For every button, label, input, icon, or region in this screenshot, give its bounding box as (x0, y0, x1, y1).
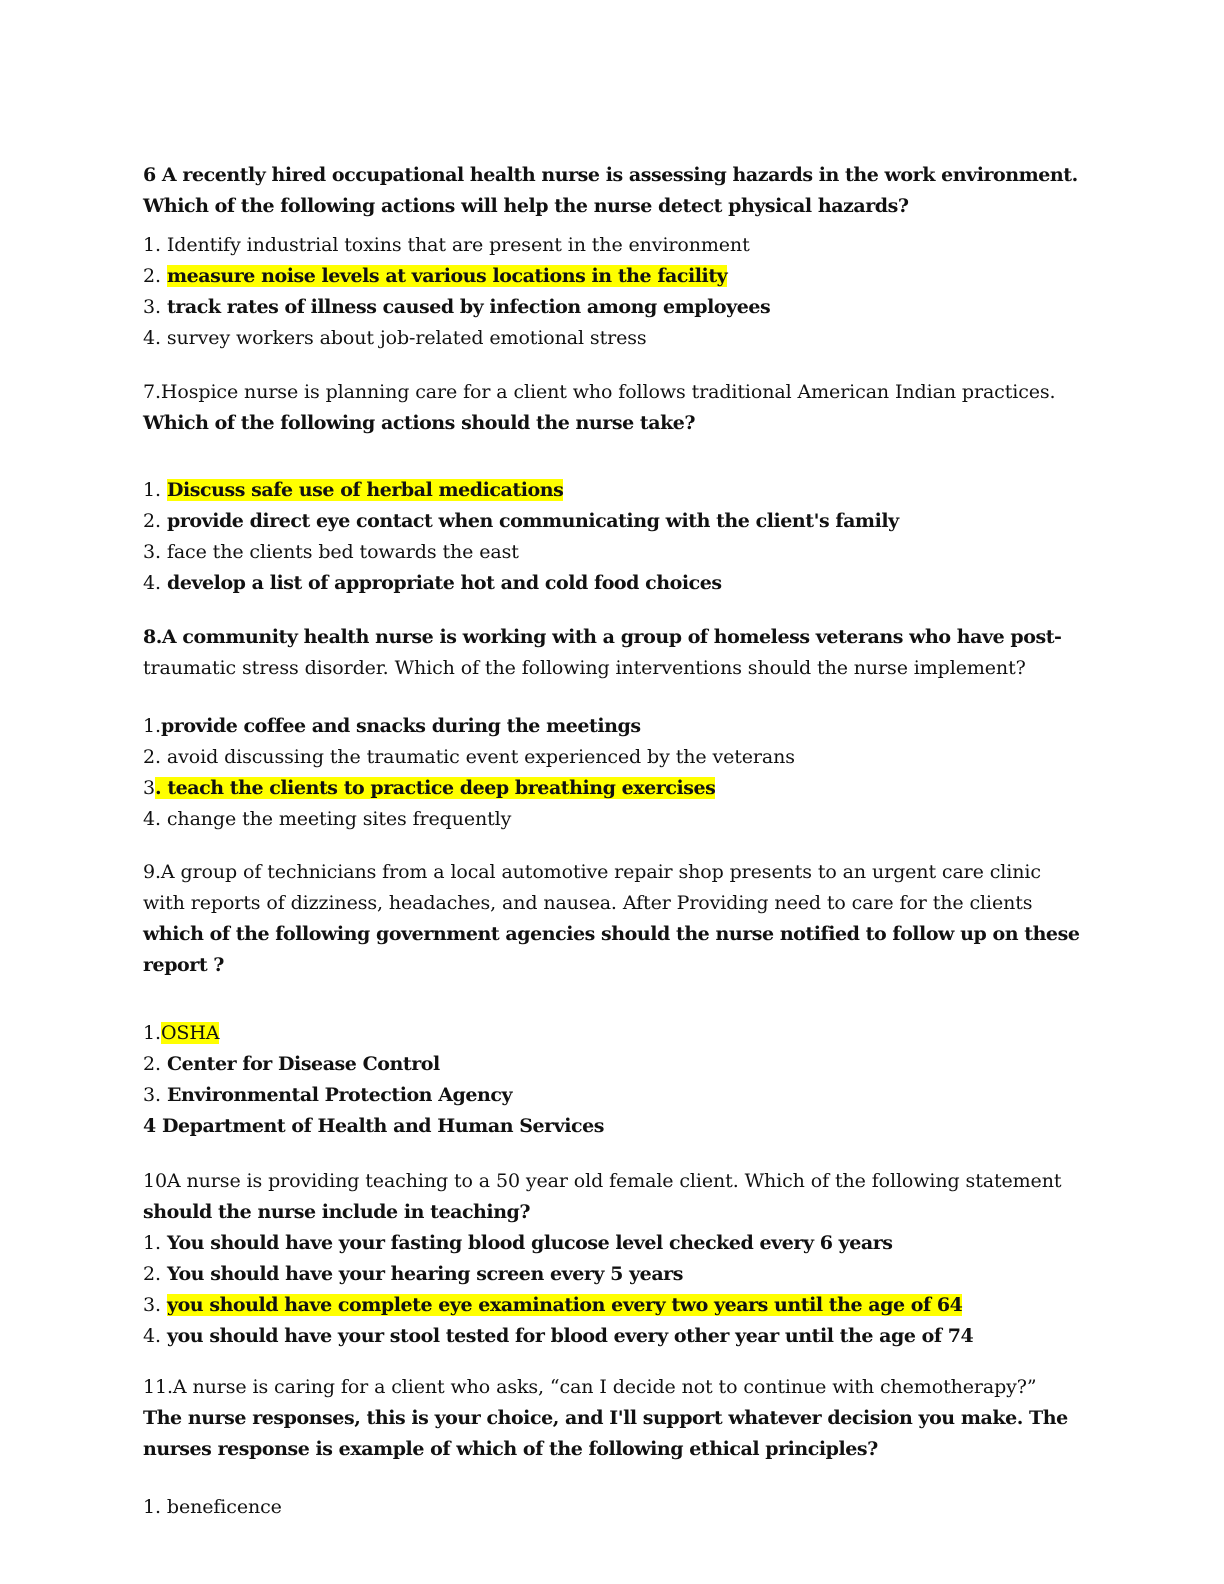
question-10-stem-line-1: 10A nurse is providing teaching to a 50 year old female client. Which of the following statement (143, 1170, 1062, 1192)
question-11-stem-line-3: nurses response is example of which of the following ethical principles? (143, 1438, 878, 1460)
question-11-option-1 (143, 1492, 282, 1523)
option-number: 2. (143, 1263, 161, 1285)
option-number: 2. (143, 746, 161, 768)
option-text-highlighted: OSHA (160, 1022, 220, 1044)
question-9-stem-line-3: which of the following government agencies should the nurse notified to follow up on these (143, 923, 1080, 945)
question-7-option-1 (143, 475, 899, 506)
question-9-stem-line-4: report ? (143, 954, 224, 976)
option-text: Department of Health and Human Services (161, 1115, 605, 1137)
option-number: 2. (143, 1053, 161, 1075)
option-number: 1. (143, 479, 161, 501)
question-10-option-2 (143, 1259, 1061, 1290)
option-text: provide direct eye contact when communicating with the client's family (166, 510, 899, 532)
question-7-option-3 (143, 537, 899, 568)
option-number: 4. (143, 572, 161, 594)
question-8-option-1 (143, 711, 795, 742)
option-text: You should have your fasting blood glucose level checked every 6 years (166, 1232, 893, 1254)
question-10-option-4 (143, 1321, 1061, 1352)
question-9-option-2 (143, 1049, 604, 1080)
option-number: 1. (143, 1022, 161, 1044)
question-8-option-2 (143, 742, 795, 773)
question-6-stem-line-1: 6 A recently hired occupational health nurse is assessing hazards in the work environment. (143, 164, 1078, 186)
question-8-stem-line-2: traumatic stress disorder. Which of the following interventions should the nurse implement? (143, 657, 1026, 679)
option-text: avoid discussing the traumatic event experienced by the veterans (166, 746, 795, 768)
option-number: 4. (143, 327, 161, 349)
question-7-stem-line-2: Which of the following actions should the nurse take? (143, 412, 696, 434)
question-11-stem-line-1: 11.A nurse is caring for a client who asks, “can I decide not to continue with chemotherapy?” (143, 1376, 1037, 1398)
question-7-option-4 (143, 568, 899, 599)
question-7-options (143, 475, 899, 599)
option-number: 1. (143, 234, 161, 256)
question-9 (143, 857, 1079, 981)
option-number: 3. (143, 296, 161, 318)
question-7 (143, 377, 1056, 439)
option-text: Identify industrial toxins that are present in the environment (166, 234, 750, 256)
question-9-option-3 (143, 1080, 604, 1111)
option-number: 4. (143, 1325, 161, 1347)
option-number: 1. (143, 1496, 161, 1518)
option-number: 3. (143, 541, 161, 563)
question-6 (143, 160, 1078, 354)
option-number: 1. (143, 715, 161, 737)
option-text: track rates of illness caused by infection among employees (166, 296, 771, 318)
question-9-stem-line-2: with reports of dizziness, headaches, and nausea. After Providing need to care for the clients (143, 892, 1033, 914)
option-text: provide coffee and snacks during the meetings (160, 715, 641, 737)
question-10 (143, 1166, 1061, 1352)
question-10-stem-line-2: should the nurse include in teaching? (143, 1201, 531, 1223)
question-7-stem-line-1: 7.Hospice nurse is planning care for a client who follows traditional American Indian practices. (143, 381, 1056, 403)
option-text: develop a list of appropriate hot and cold food choices (166, 572, 722, 594)
question-6-option-4 (143, 323, 1078, 354)
option-text: face the clients bed towards the east (166, 541, 519, 563)
option-number: 4 (143, 1115, 156, 1137)
question-6-option-3 (143, 292, 1078, 323)
option-text: beneficence (166, 1496, 282, 1518)
question-6-option-1 (143, 230, 1078, 261)
option-number: 2. (143, 510, 161, 532)
option-text-highlighted: you should have complete eye examination every two years until the age of 64 (166, 1294, 963, 1316)
question-10-option-1 (143, 1228, 1061, 1259)
question-9-option-1 (143, 1018, 604, 1049)
option-number: 4. (143, 808, 161, 830)
option-text: survey workers about job-related emotional stress (166, 327, 647, 349)
question-9-stem-line-1: 9.A group of technicians from a local automotive repair shop presents to an urgent care clinic (143, 861, 1041, 883)
option-number: 3. (143, 1084, 161, 1106)
question-6-option-2 (143, 261, 1078, 292)
option-text: Center for Disease Control (166, 1053, 440, 1075)
option-text: You should have your hearing screen every 5 years (166, 1263, 683, 1285)
option-number: 3. (143, 1294, 161, 1316)
option-text-highlighted: Discuss safe use of herbal medications (166, 479, 564, 501)
option-text-highlighted: . teach the clients to practice deep breathing exercises (155, 777, 716, 799)
question-11-stem-line-2: The nurse responses, this is your choice, and I'll support whatever decision you make. The (143, 1407, 1068, 1429)
option-text: Environmental Protection Agency (166, 1084, 513, 1106)
option-text: you should have your stool tested for blood every other year until the age of 74 (166, 1325, 974, 1347)
option-number: 1. (143, 1232, 161, 1254)
question-7-option-2 (143, 506, 899, 537)
question-8-stem-line-1: 8.A community health nurse is working with a group of homeless veterans who have post- (143, 626, 1062, 648)
option-number: 2. (143, 265, 161, 287)
option-number: 3 (143, 777, 155, 799)
option-text-highlighted: measure noise levels at various locations in the facility (166, 265, 728, 287)
question-8-options (143, 711, 795, 835)
question-8-option-3 (143, 773, 795, 804)
question-11 (143, 1372, 1068, 1465)
option-text: change the meeting sites frequently (166, 808, 512, 830)
question-11-options (143, 1492, 282, 1523)
question-6-stem-line-2: Which of the following actions will help the nurse detect physical hazards? (143, 195, 909, 217)
question-10-option-3 (143, 1290, 1061, 1321)
question-9-options (143, 1018, 604, 1142)
question-8 (143, 622, 1061, 684)
question-9-option-4 (143, 1111, 604, 1142)
question-8-option-4 (143, 804, 795, 835)
